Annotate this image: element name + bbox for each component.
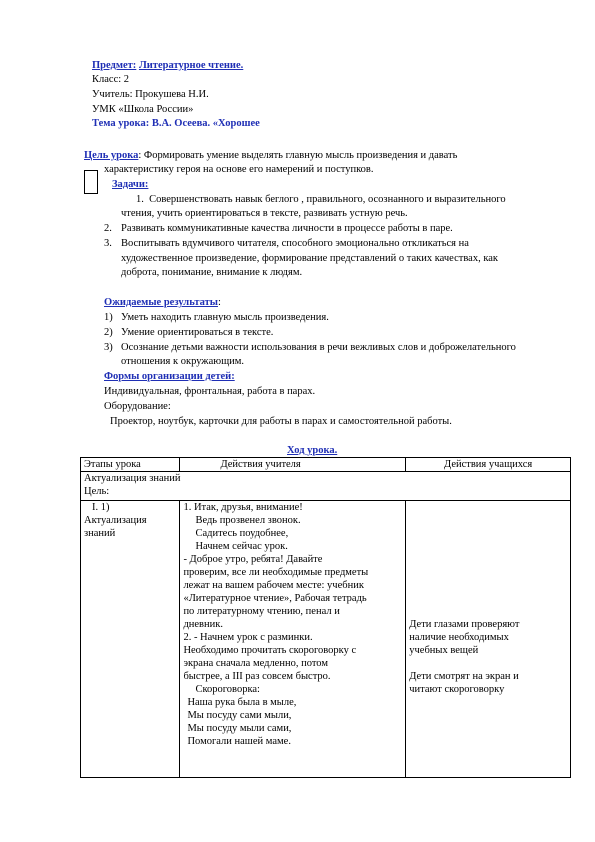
lesson-table — [80, 457, 571, 778]
teacher-line: Начнем сейчас урок. — [195, 541, 288, 552]
section-goal: Цель: — [84, 486, 110, 497]
teacher-line: лежат на вашем рабочем месте: учебник — [183, 580, 364, 591]
section-row — [81, 472, 571, 501]
topic-line — [92, 117, 260, 130]
teacher-line: по литературному чтению, пенал и — [183, 606, 340, 617]
result-1-num: 1) — [104, 312, 113, 323]
stage-cell — [81, 501, 180, 778]
stage-line: I. 1) — [92, 502, 110, 513]
checkbox-box — [84, 170, 98, 194]
result-3-num: 3) — [104, 342, 113, 353]
teacher-line: Мы посуду мыли сами, — [187, 723, 292, 734]
result-3-line-2: отношения к окружающим. — [121, 356, 245, 367]
header-teacher-text: Действия учителя — [220, 459, 301, 470]
equipment-text: Проектор, ноутбук, карточки для работы в парах и самостоятельной работы. — [110, 416, 452, 427]
student-line: наличие необходимых — [409, 632, 509, 643]
task-2-line-1: Развивать коммуникативные качества личности в процессе работы в паре. — [121, 223, 453, 234]
results-colon: : — [217, 297, 221, 308]
student-line: Дети смотрят на экран и — [409, 671, 519, 682]
task-1-num: 1. — [136, 194, 144, 205]
students-cell — [406, 501, 571, 778]
section-cell — [81, 472, 571, 501]
teacher-line: экрана сначала медленно, потом — [183, 658, 328, 669]
teacher-line: Необходимо прочитать скороговорку с — [183, 645, 357, 656]
stage-line: знаний — [84, 528, 116, 539]
task-3-num: 3. — [104, 238, 112, 249]
task-1-line-1 — [136, 193, 506, 206]
goal-line-1 — [84, 149, 457, 162]
equipment-label: Оборудование: — [104, 401, 171, 412]
teacher-line: 1. Итак, друзья, внимание! — [183, 502, 303, 513]
student-line: учебных вещей — [409, 645, 479, 656]
student-line: Дети глазами проверяют — [409, 619, 520, 630]
task-1-text-1: Совершенствовать навык беглого , правильного, осознанного и выразительного — [149, 194, 506, 205]
section-title: Актуализация знаний — [84, 473, 181, 484]
student-line — [409, 657, 567, 670]
task-2-num: 2. — [104, 223, 112, 234]
class-line: Класс: 2 — [92, 74, 130, 85]
table-row — [81, 501, 571, 778]
result-3-line-1: Осознание детьми важности использования в речи вежливых слов и доброжелательного — [121, 342, 516, 353]
result-2-line-1: Умение ориентироваться в тексте. — [121, 327, 274, 338]
teacher-line: «Литературное чтение», Рабочая тетрадь — [183, 593, 367, 604]
lesson-title: Ход урока. — [287, 445, 338, 456]
teacher-line: Скороговорка: — [195, 684, 260, 695]
goal-label: Цель урока — [84, 150, 139, 161]
subject-value: Литературное чтение. — [138, 60, 244, 71]
teacher-line: Садитесь поудобнее, — [195, 528, 289, 539]
tasks-label: Задачи: — [112, 179, 149, 190]
stage-line: Актуализация — [84, 515, 147, 526]
goal-text-1: : Формировать умение выделять главную мысль произведения и давать — [138, 150, 458, 161]
student-line: читают скороговорку — [409, 684, 505, 695]
topic-value: В.А. Осеева. «Хорошее — [151, 118, 260, 129]
teacher-line: 2. - Начнем урок с разминки. — [183, 632, 313, 643]
result-2-num: 2) — [104, 327, 113, 338]
task-3-line-3: доброта, понимание, внимание к людям. — [121, 267, 303, 278]
header-stages-text: Этапы урока — [84, 459, 141, 470]
teacher-cell — [180, 501, 406, 778]
task-1-line-2: чтения, учить ориентироваться в тексте, развивать устную речь. — [121, 208, 408, 219]
goal-text-2: характеристику героя на основе его намерений и поступков. — [104, 164, 374, 175]
header-students — [406, 458, 571, 472]
header-teacher — [180, 458, 406, 472]
result-1-line-1: Уметь находить главную мысль произведения. — [121, 312, 329, 323]
teacher-line: проверим, все ли необходимые предметы — [183, 567, 369, 578]
results-heading — [104, 296, 221, 309]
forms-text: Индивидуальная, фронтальная, работа в парах. — [104, 386, 316, 397]
teacher-line: дневник. — [183, 619, 223, 630]
teacher-line: Помогали нашей маме. — [187, 736, 291, 747]
teacher-line: Ведь прозвенел звонок. — [195, 515, 301, 526]
teacher-line: Наша рука была в мыле, — [187, 697, 297, 708]
teacher-line: быстрее, а III раз совсем быстро. — [183, 671, 331, 682]
header-stages — [81, 458, 180, 472]
umk-line: УМК «Школа России» — [92, 104, 194, 115]
forms-label: Формы организации детей: — [104, 371, 235, 382]
results-label: Ожидаемые результаты — [104, 297, 218, 308]
header-students-text: Действия учащихся — [444, 459, 533, 470]
teacher-line: Учитель: Прокушева Н.И. — [92, 89, 209, 100]
table-header-row — [81, 458, 571, 472]
teacher-line: Мы посуду сами мыли, — [187, 710, 292, 721]
teacher-line: - Доброе утро, ребята! Давайте — [183, 554, 323, 565]
task-3-line-2: художественное произведение, формирование представлений о таких качествах, как — [121, 253, 499, 264]
task-3-line-1: Воспитывать вдумчивого читателя, способного эмоционально откликаться на — [121, 238, 469, 249]
subject-line — [92, 59, 243, 72]
topic-label: Тема урока: — [92, 118, 150, 129]
subject-label: Предмет: — [92, 60, 137, 71]
